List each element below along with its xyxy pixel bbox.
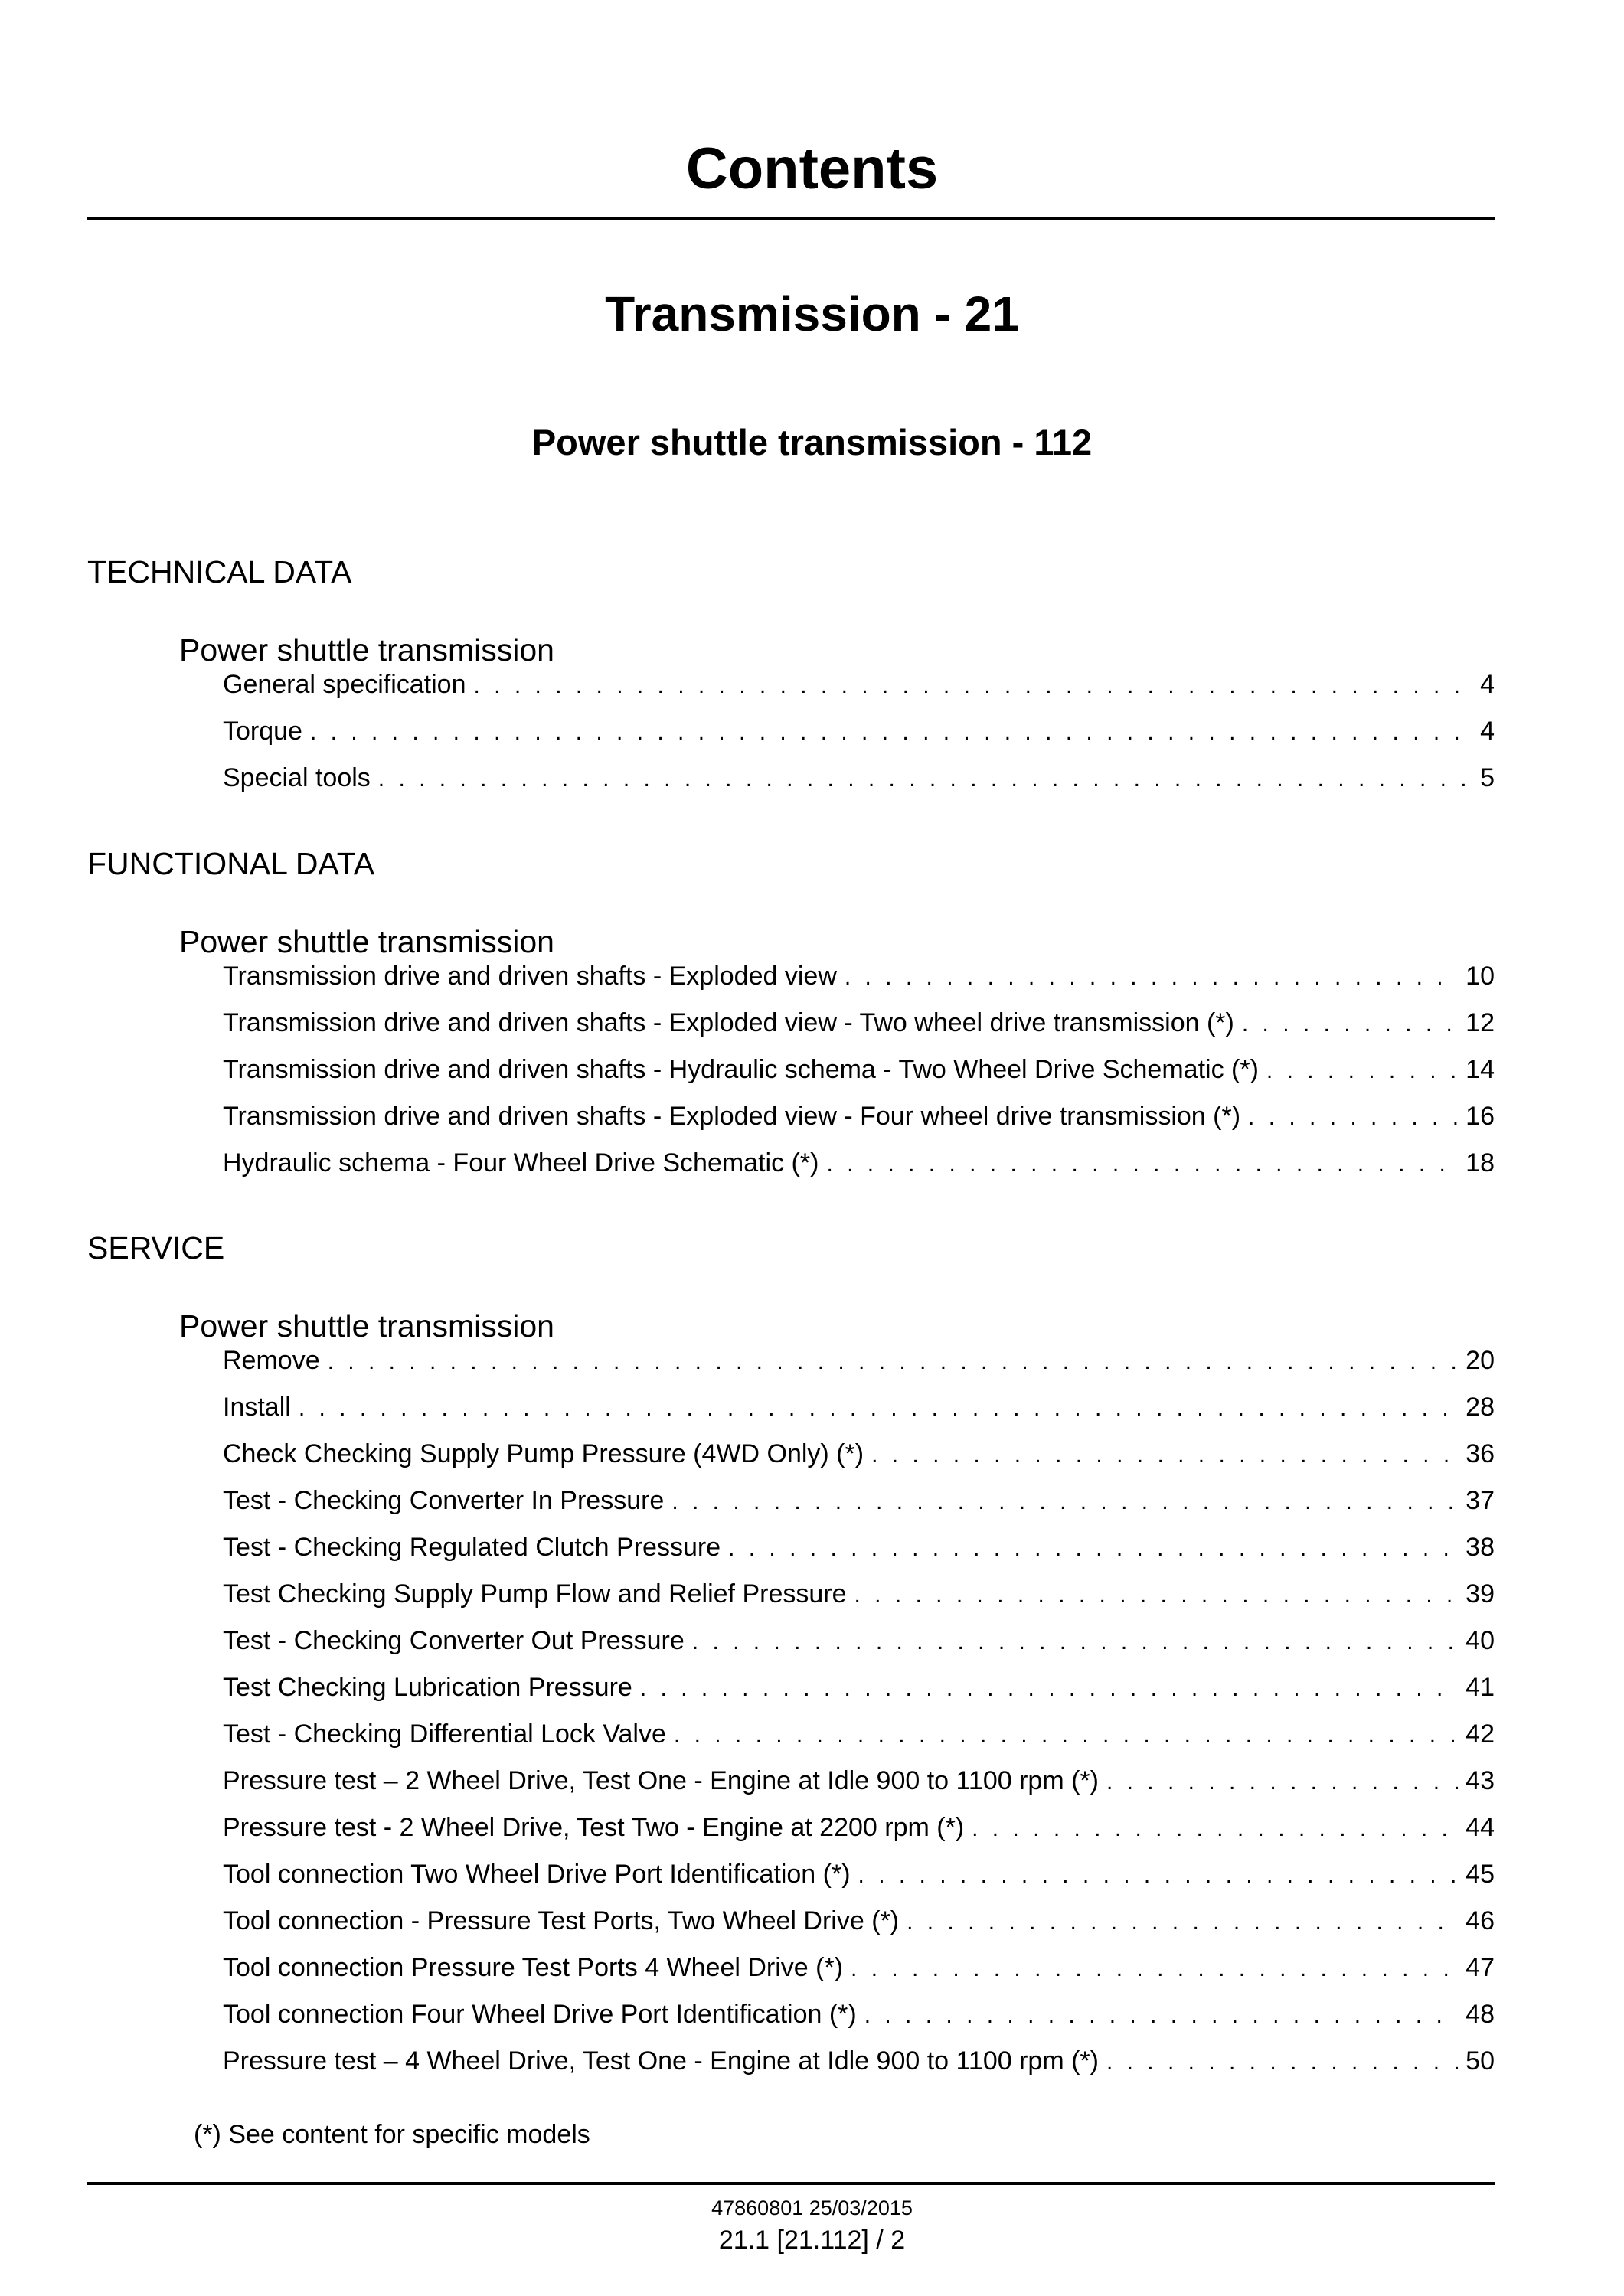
toc-entry-title: Tool connection - Pressure Test Ports, Two Wheel Drive (*): [223, 1906, 900, 1935]
dot-leader: [1242, 1006, 1458, 1043]
toc-entry-page: 18: [1466, 1148, 1495, 1177]
toc-entry-page: 44: [1466, 1813, 1495, 1842]
dot-leader: [858, 1857, 1459, 1894]
toc-entry[interactable]: [223, 958, 1495, 994]
dot-leader: [299, 1390, 1458, 1427]
toc-entry-page: 4: [1480, 670, 1495, 699]
chapter-title: Transmission - 21: [605, 286, 1019, 341]
toc-entry[interactable]: [223, 666, 1495, 703]
header-rule: [87, 217, 1495, 220]
dot-leader: [1266, 1053, 1458, 1089]
toc-entry[interactable]: [223, 1342, 1495, 1379]
dot-leader: [328, 1344, 1459, 1380]
toc-entry[interactable]: [223, 713, 1495, 750]
toc-entry-title: Tool connection Two Wheel Drive Port Identification (*): [223, 1860, 851, 1889]
toc-entry-page: 5: [1480, 763, 1495, 792]
toc-entry-title: Tool connection Pressure Test Ports 4 Wheel Drive (*): [223, 1953, 844, 1982]
toc-entry-page: 28: [1466, 1393, 1495, 1422]
toc-entry-page: 14: [1466, 1055, 1495, 1084]
dot-leader: [871, 1437, 1458, 1474]
toc-entry-title: General specification: [223, 670, 466, 699]
dot-leader: [1248, 1099, 1458, 1136]
dot-leader: [674, 1717, 1458, 1754]
toc-entry-page: 48: [1466, 2000, 1495, 2029]
toc-entry[interactable]: [223, 1762, 1495, 1799]
toc-entry[interactable]: [223, 1435, 1495, 1472]
toc-entry-page: 50: [1466, 2046, 1495, 2076]
toc-entry-page: 47: [1466, 1953, 1495, 1982]
toc-entry-title: Test - Checking Converter In Pressure: [223, 1486, 665, 1515]
toc-entry-page: 45: [1466, 1860, 1495, 1889]
toc-entry-page: 37: [1466, 1486, 1495, 1515]
toc-entry-title: Pressure test – 2 Wheel Drive, Test One - Engine at Idle 900 to 1100 rpm (*): [223, 1766, 1099, 1795]
footnote: (*) See content for specific models: [194, 2120, 590, 2149]
toc-entry-title: Tool connection Four Wheel Drive Port Identification (*): [223, 2000, 857, 2029]
toc-entry-page: 16: [1466, 1102, 1495, 1131]
toc-entry[interactable]: [223, 1576, 1495, 1612]
toc-entry-title: Test Checking Lubrication Pressure: [223, 1673, 632, 1702]
toc-entry-title: Check Checking Supply Pump Pressure (4WD Only) (*): [223, 1439, 864, 1468]
toc-entry[interactable]: [223, 1482, 1495, 1519]
toc-entry[interactable]: [223, 1996, 1495, 2033]
toc-entry[interactable]: [223, 1145, 1495, 1181]
toc-entry-page: 41: [1466, 1673, 1495, 1702]
section-title: Power shuttle transmission - 112: [531, 422, 1093, 462]
dot-leader: [310, 714, 1472, 751]
toc-entry[interactable]: [223, 1949, 1495, 1986]
footer-page-reference: 21.1 [21.112] / 2: [718, 2226, 906, 2255]
toc-entry[interactable]: [223, 1622, 1495, 1659]
toc-entry[interactable]: [223, 1669, 1495, 1706]
group-subheading: Power shuttle transmission: [179, 1308, 554, 1344]
dot-leader: [474, 668, 1473, 704]
toc-entry[interactable]: [223, 1004, 1495, 1041]
dot-leader: [907, 1904, 1458, 1941]
toc-entry-page: 40: [1466, 1626, 1495, 1655]
dot-leader: [378, 761, 1472, 798]
toc-entry-page: 42: [1466, 1720, 1495, 1749]
dot-leader: [728, 1530, 1458, 1567]
toc-entry-title: Test Checking Supply Pump Flow and Relief Pressure: [223, 1579, 847, 1609]
toc-entry-title: Transmission drive and driven shafts - Exploded view - Two wheel drive transmission (*): [223, 1008, 1234, 1037]
toc-entry[interactable]: [223, 1809, 1495, 1846]
dot-leader: [1106, 2044, 1458, 2081]
toc-entry-title: Transmission drive and driven shafts - Hydraulic schema - Two Wheel Drive Schematic (*): [223, 1055, 1259, 1084]
toc-entry[interactable]: [223, 1716, 1495, 1752]
dot-leader: [864, 1997, 1458, 2034]
dot-leader: [845, 959, 1458, 996]
group-heading-functional-data: FUNCTIONAL DATA: [87, 846, 375, 881]
toc-entry-title: Test - Checking Differential Lock Valve: [223, 1720, 666, 1749]
toc-entry-title: Transmission drive and driven shafts - Exploded view - Four wheel drive transmission (*): [223, 1102, 1241, 1131]
group-heading-technical-data: TECHNICAL DATA: [87, 554, 352, 590]
toc-entry-title: Pressure test - 2 Wheel Drive, Test Two - Engine at 2200 rpm (*): [223, 1813, 965, 1842]
dot-leader: [851, 1951, 1458, 1987]
toc-entry-title: Torque: [223, 717, 302, 746]
dot-leader: [1106, 1764, 1458, 1801]
page-title: Contents: [685, 136, 939, 201]
toc-entry-page: 12: [1466, 1008, 1495, 1037]
toc-entry[interactable]: [223, 759, 1495, 796]
toc-entry-page: 46: [1466, 1906, 1495, 1935]
toc-entry-page: 38: [1466, 1533, 1495, 1562]
toc-entry[interactable]: [223, 1098, 1495, 1135]
toc-entry-title: Install: [223, 1393, 291, 1422]
toc-entry[interactable]: [223, 1051, 1495, 1088]
toc-entry-page: 20: [1466, 1346, 1495, 1375]
footer-document-id: 47860801 25/03/2015: [711, 2196, 913, 2219]
dot-leader: [692, 1624, 1458, 1661]
toc-entry-title: Pressure test – 4 Wheel Drive, Test One - Engine at Idle 900 to 1100 rpm (*): [223, 2046, 1099, 2076]
footer-rule: [87, 2182, 1495, 2185]
toc-entry-title: Transmission drive and driven shafts - Exploded view: [223, 962, 837, 991]
toc-entry-page: 43: [1466, 1766, 1495, 1795]
toc-entry-page: 10: [1466, 962, 1495, 991]
toc-entry[interactable]: [223, 1856, 1495, 1893]
toc-entry[interactable]: [223, 2043, 1495, 2079]
dot-leader: [854, 1577, 1459, 1614]
toc-entry-page: 36: [1466, 1439, 1495, 1468]
dot-leader: [671, 1484, 1458, 1520]
group-subheading: Power shuttle transmission: [179, 924, 554, 959]
toc-entry-title: Test - Checking Regulated Clutch Pressure: [223, 1533, 721, 1562]
group-subheading: Power shuttle transmission: [179, 632, 554, 668]
dot-leader: [640, 1671, 1458, 1707]
toc-entry-page: 39: [1466, 1579, 1495, 1609]
group-heading-service: SERVICE: [87, 1230, 225, 1266]
toc-entry-title: Test - Checking Converter Out Pressure: [223, 1626, 685, 1655]
dot-leader: [826, 1146, 1458, 1183]
toc-entry-title: Hydraulic schema - Four Wheel Drive Schematic (*): [223, 1148, 819, 1177]
dot-leader: [972, 1811, 1458, 1847]
toc-entry-title: Remove: [223, 1346, 320, 1375]
toc-entry[interactable]: [223, 1902, 1495, 1939]
toc-entry[interactable]: [223, 1389, 1495, 1426]
toc-entry-title: Special tools: [223, 763, 371, 792]
toc-entry[interactable]: [223, 1529, 1495, 1566]
toc-entry-page: 4: [1480, 717, 1495, 746]
